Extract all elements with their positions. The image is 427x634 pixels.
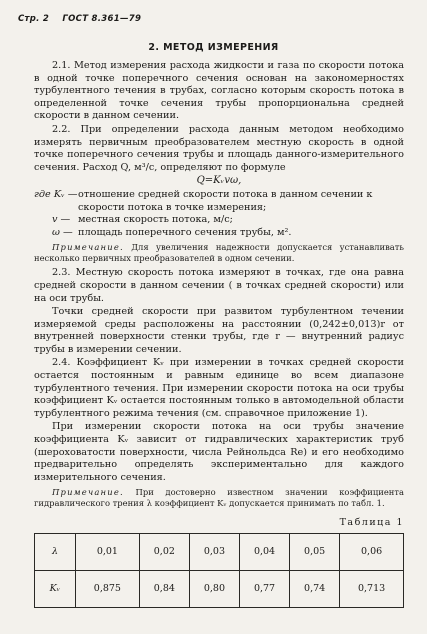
- flow-formula: Q=Kᵥvω,: [196, 175, 242, 187]
- table-cell: 0,77: [239, 571, 289, 608]
- note-text: Для увеличения надежности допускается устанавливать несколько первичных преобразователей в одном сечении.: [34, 242, 404, 264]
- note-text: При достоверно известном значении коэффициента гидравлического трения λ коэффициент Kᵥ допускается принимать по табл. 1.: [34, 487, 404, 509]
- paragraph-2-2: 2.2. При определении расхода данным методом необходимо измерять первичным преобразователем местную скорость в одной точке поперечного сечения трубы и площадь данного-измерительного сечения. Расход Q, м³/с, определяют по формуле: [34, 123, 404, 173]
- table-cell: 0,06: [340, 534, 404, 571]
- paragraph-axis: При измерении скорости потока на оси трубы значение коэффициента Kᵥ зависит от гидравлических характеристик труб (шероховатости поверхности, числа Рейнольдса Re) и его необходимо предварительно определять экспериментально для каждого измерительного сечения.: [34, 421, 404, 483]
- table-row-lambda: [35, 534, 404, 571]
- table-cell: 0,875: [76, 571, 140, 608]
- table-cell: 0,05: [290, 534, 340, 571]
- table-cell: 0,01: [76, 534, 140, 571]
- definition-item: [34, 214, 404, 227]
- coefficient-table: [34, 533, 404, 608]
- note-2: [34, 487, 404, 509]
- definition-text: площадь поперечного сечения трубы, м².: [78, 226, 292, 238]
- table-cell: 0,80: [189, 571, 239, 608]
- row-label: Kᵥ: [35, 571, 76, 608]
- paragraph-points: Точки средней скорости при развитом турбулентном течении измеряемой среды расположены на расстоянии (0,242±0,013)r от внутренней поверхности стенки трубы, где r — внутренний радиус трубы в измерении сечении.: [34, 306, 404, 355]
- paragraph-2-1: 2.1. Метод измерения расхода жидкости и газа по скорости потока в одной точке поперечного сечения основан на закономерностях турбулентного течения в трубах, согласно которым скорость потока в определенной точке сечения трубы пропорциональна средней скорости в данном сечении.: [34, 60, 404, 122]
- standard-code: ГОСТ 8.361—79: [62, 14, 142, 24]
- page-header: [18, 14, 151, 24]
- note-label: Примечание.: [52, 487, 124, 498]
- table-cell: 0,74: [290, 571, 340, 608]
- table-cell: 0,713: [340, 571, 404, 608]
- paragraph-2-3: 2.3. Местную скорость потока измеряют в точках, где она равна средней скорости в данном сечении ( в точках средней скорости) или на оси трубы.: [34, 267, 404, 304]
- definition-text: отношение средней скорости потока в данном сечении к скорости потока в точке измерения;: [78, 188, 373, 213]
- note-label: Примечание.: [52, 242, 124, 253]
- document-body: [34, 60, 404, 608]
- table-cell: 0,84: [139, 571, 189, 608]
- table-row-kv: [35, 571, 404, 608]
- definition-symbol: где Kᵥ —: [34, 188, 78, 200]
- definition-text: местная скорость потока, м/с;: [78, 214, 233, 226]
- definition-item: [34, 189, 404, 214]
- definition-symbol: ω —: [52, 226, 73, 238]
- table-caption: Таблица 1: [339, 517, 404, 529]
- page-number: Стр. 2: [18, 14, 50, 24]
- paragraph-2-4: 2.4. Коэффициент Kᵥ при измерении в точках средней скорости остается постоянным и равным единице во всем диапазоне турбулентного течения. При измерении скорости потока на оси трубы коэффициент Kᵥ остается постоянным только в автомодельной области турбулентного режима течения (см. справочное приложение 1).: [34, 357, 404, 419]
- definition-item: [34, 227, 404, 240]
- section-title: 2. МЕТОД ИЗМЕРЕНИЯ: [148, 42, 279, 53]
- table-cell: 0,04: [239, 534, 289, 571]
- definition-symbol: v —: [52, 214, 71, 226]
- table-cell: 0,02: [139, 534, 189, 571]
- row-label: λ: [35, 534, 76, 571]
- note-1: [34, 242, 404, 264]
- definitions-list: [34, 189, 404, 239]
- table-cell: 0,03: [189, 534, 239, 571]
